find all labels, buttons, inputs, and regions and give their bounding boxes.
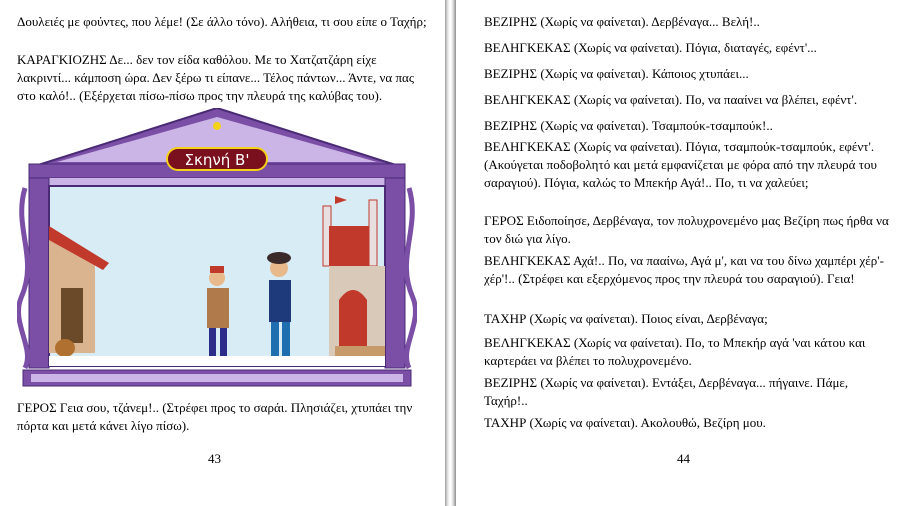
left-pillar	[29, 178, 49, 368]
clay-pot	[55, 339, 75, 357]
left-paragraph-1: Δουλειές με φούντες, που λέμε! (Σε άλλο τόνο). Αλήθεια, τι σου είπε ο Ταχήρ;	[17, 14, 427, 29]
shadow-theater-illustration	[17, 108, 417, 393]
right-paragraph-7: ΓΕΡΟΣ Ειδοποίησε, Δερβέναγα, τον πολυχρονεμένο μας Βεζίρη πως ήρθα να τον διώ για λίγο.	[484, 213, 889, 246]
left-scroll-ornament	[19, 188, 28, 368]
theater-base-band	[31, 374, 403, 382]
guard-leg-right	[282, 322, 290, 360]
pediment-ornament	[213, 122, 221, 130]
page-number-right: 44	[677, 451, 690, 466]
palace-steps	[335, 346, 385, 356]
guard-body	[269, 280, 291, 322]
right-paragraph-12: ΤΑΧΗΡ (Χωρίς να φαίνεται). Ακολουθώ, Βεζίρη μου.	[484, 415, 766, 430]
right-page	[456, 0, 901, 506]
right-scroll-ornament	[406, 188, 415, 368]
right-paragraph-11: ΒΕΖΙΡΗΣ (Χωρίς να φαίνεται). Εντάξει, Δερβέναγα... πήγαινε. Πάμε, Ταχήρ!..	[484, 375, 849, 408]
right-paragraph-4: ΒΕΛΗΓΚΕΚΑΣ (Χωρίς να φαίνεται). Πο, να πααίνει να βλέπει, εφέντ'.	[484, 92, 858, 107]
palace-tower-right	[369, 200, 377, 266]
old-man-leg-left	[209, 328, 216, 360]
scene-title: Σκηνή Β'	[184, 151, 250, 169]
book-gutter	[445, 0, 456, 506]
right-paragraph-10: ΒΕΛΗΓΚΕΚΑΣ (Χωρίς να φαίνεται). Πο, το Μπεκήρ αγά 'ναι κάτου και καρτεράει να βλέπει το πολυχρονεμένο.	[484, 335, 866, 368]
right-paragraph-9: ΤΑΧΗΡ (Χωρίς να φαίνεται). Ποιος είναι, Δερβέναγα;	[484, 311, 768, 326]
right-paragraph-5: ΒΕΖΙΡΗΣ (Χωρίς να φαίνεται). Τσαμπούκ-τσαμπούκ!..	[484, 118, 773, 133]
left-page	[0, 0, 445, 506]
old-man-fez	[210, 266, 224, 273]
left-paragraph-3: ΓΕΡΟΣ Γεια σου, τζάνεμ!.. (Στρέφει προς το σαράι. Πλησιάζει, χτυπάει την πόρτα και μετά κάνει λίγο πίσω).	[17, 400, 413, 433]
guard-leg-left	[271, 322, 279, 360]
right-paragraph-6: ΒΕΛΗΓΚΕΚΑΣ (Χωρίς να φαίνεται). Πόγια, τσαμπούκ-τσαμπούκ, εφέντ'. (Ακούγεται ποδοβολητό και μετά εμφανίζεται με φόρα από την πλευρά του σαραγιού). Πόγια, καλώς το Μπεκήρ Αγά!.. Πο, τι να χαλεύει;	[484, 139, 877, 190]
right-paragraph-3: ΒΕΖΙΡΗΣ (Χωρίς να φαίνεται). Κάποιος χτυπάει...	[484, 66, 749, 81]
right-pillar	[385, 178, 405, 368]
old-man-leg-right	[220, 328, 227, 360]
page-number-left: 43	[208, 451, 221, 466]
palace-battlement	[329, 226, 369, 266]
right-paragraph-2: ΒΕΛΗΓΚΕΚΑΣ (Χωρίς να φαίνεται). Πόγια, διαταγές, εφέντ'...	[484, 40, 817, 55]
stage-floor	[49, 356, 385, 366]
guard-hat	[267, 252, 291, 264]
cornice-band	[37, 178, 397, 186]
left-paragraph-2: ΚΑΡΑΓΚΙΟΖΗΣ Δε... δεν τον είδα καθόλου. Με το Χατζατζάρη είχε λακριντί... κάμποση ώρα. Δεν ξέρω τι είπανε... Τέλος πάντων... Άντε, να πας στο καλό!.. (Εξέρχεται πίσω-πίσω προς την πλευρά της καλύβας του).	[17, 52, 414, 103]
right-paragraph-8: ΒΕΛΗΓΚΕΚΑΣ Αχά!.. Πο, να πααίνω, Αγά μ', και να του δίνω χαμπέρι χέρ'-χέρ'!.. (Στρέφει και εξερχόμενος προς την πλευρά του σαραγιού). Γεια!	[484, 253, 884, 286]
hut-door	[61, 288, 83, 343]
right-paragraph-1: ΒΕΖΙΡΗΣ (Χωρίς να φαίνεται). Δερβέναγα... Βελή!..	[484, 14, 760, 29]
old-man-body	[207, 288, 229, 328]
